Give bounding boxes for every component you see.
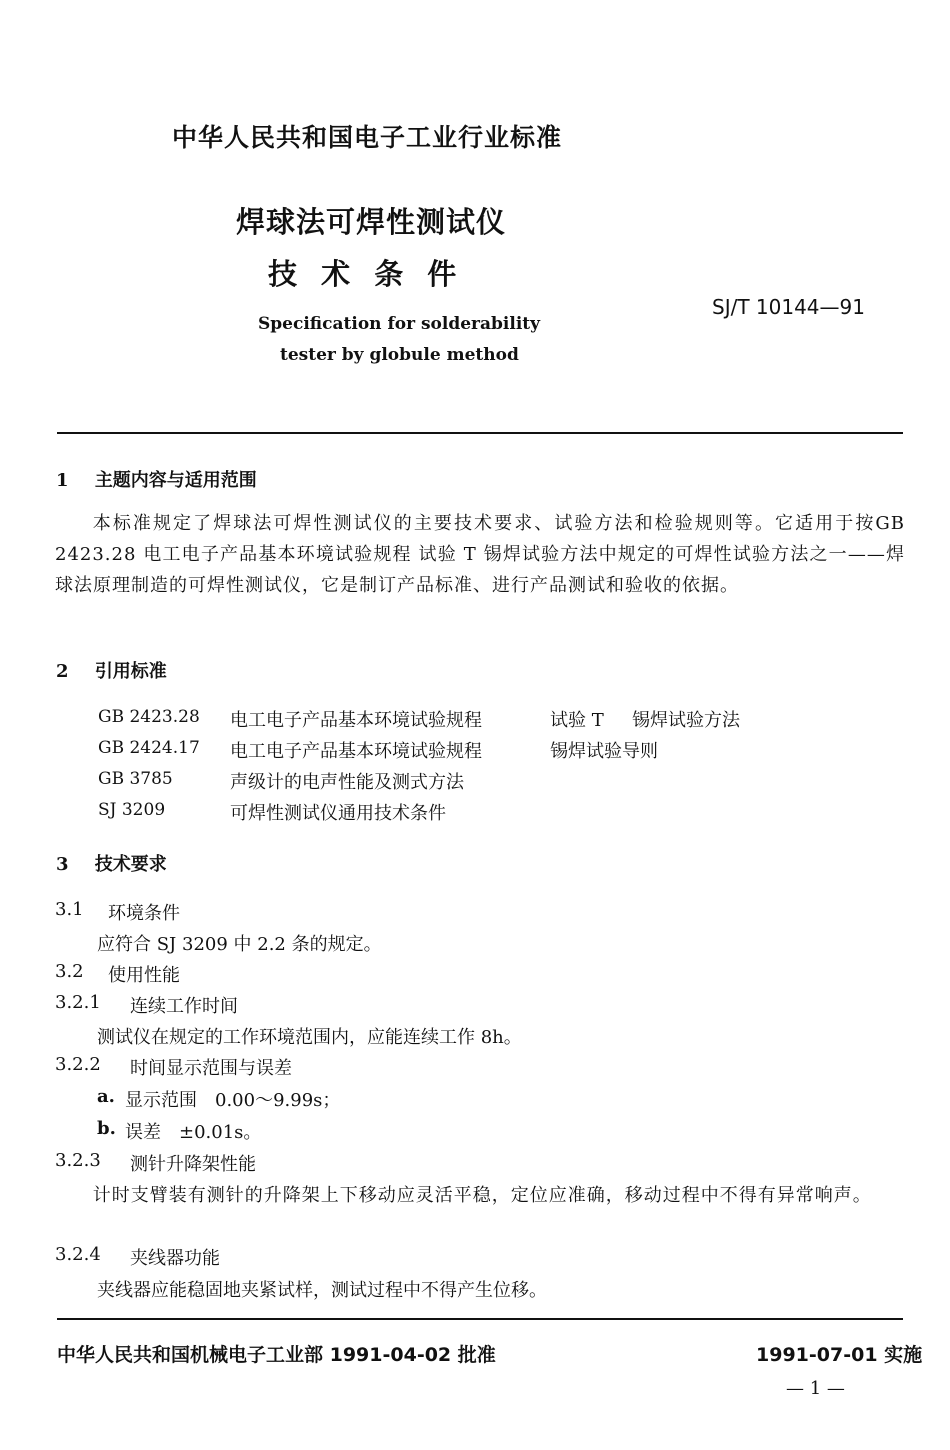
document-title-line1: 焊球法可焊性测试仪: [236, 205, 507, 239]
clause-3-2-2-title: 时间显示范围与误差: [130, 1058, 292, 1079]
clause-3-1-text: 应符合 SJ 3209 中 2.2 条的规定。: [97, 934, 382, 955]
issuing-org: 中华人民共和国电子工业行业标准: [172, 123, 563, 152]
clause-3-2-3-title: 测针升降架性能: [130, 1154, 256, 1175]
reference-code: GB 2423.28: [98, 707, 200, 727]
footer-divider: [57, 1318, 903, 1320]
section-1-number: 1: [56, 470, 69, 491]
approval-line: 中华人民共和国机械电子工业部 1991-04-02 批准: [57, 1344, 496, 1366]
reference-subtitle: 试验 T: [550, 710, 604, 731]
reference-code: GB 3785: [98, 769, 173, 789]
section-1-paragraph: 本标准规定了焊球法可焊性测试仪的主要技术要求、试验方法和检验规则等。它适用于按GB 2423.28 电工电子产品基本环境试验规程 试验 T 锡焊试验方法中规定的可焊性试验方法之一——焊球法原理制造的可焊性测试仪，它是制订产品标准、进行产品测试和验收的依据。: [55, 513, 905, 596]
clause-3-2-1-text: 测试仪在规定的工作环境范围内，应能连续工作 8h。: [97, 1027, 522, 1048]
reference-title: 电工电子产品基本环境试验规程: [230, 741, 482, 762]
reference-title: 可焊性测试仪通用技术条件: [230, 803, 446, 824]
clause-3-2-1-number: 3.2.1: [55, 992, 101, 1013]
section-2-number: 2: [56, 661, 69, 682]
english-title-line1: Specification for solderability: [258, 314, 541, 334]
clause-3-2-2-item-a-label: a.: [97, 1086, 115, 1107]
section-3-heading: [56, 850, 167, 876]
clause-3-2-number: 3.2: [55, 961, 84, 982]
reference-code: GB 2424.17: [98, 738, 200, 758]
reference-title: 声级计的电声性能及测式方法: [230, 772, 464, 793]
header-divider: [57, 432, 903, 434]
clause-3-2-2-item-b-text: 误差 ±0.01s。: [125, 1122, 262, 1143]
page-number: — 1 —: [786, 1378, 845, 1399]
clause-3-2-4-text: 夹线器应能稳固地夹紧试样，测试过程中不得产生位移。: [97, 1280, 547, 1301]
section-3-title: 技术要求: [94, 854, 167, 875]
section-3-number: 3: [56, 854, 69, 875]
clause-3-2-4-number: 3.2.4: [55, 1244, 101, 1265]
clause-3-2-3-text: 计时支臂装有测针的升降架上下移动应灵活平稳，定位应准确，移动过程中不得有异常响声。: [92, 1185, 872, 1206]
clause-3-2-2-item-a-text: 显示范围 0.00～9.99s；: [125, 1090, 341, 1111]
clause-3-2-3-number: 3.2.3: [55, 1150, 101, 1171]
section-1-title: 主题内容与适用范围: [94, 470, 257, 491]
reference-code: SJ 3209: [98, 800, 166, 820]
section-2-heading: [56, 657, 167, 683]
effective-date: 1991-07-01 实施: [756, 1344, 923, 1366]
clause-3-2-1-title: 连续工作时间: [130, 996, 238, 1017]
reference-subtitle: 锡焊试验导则: [550, 741, 658, 762]
document-title-line2: 技 术 条 件: [268, 257, 457, 291]
clause-3-2-2-number: 3.2.2: [55, 1054, 101, 1075]
standard-code: SJ/T 10144—91: [712, 295, 865, 319]
section-1-heading: [56, 466, 257, 492]
clause-3-2-title: 使用性能: [108, 965, 180, 986]
reference-title: 电工电子产品基本环境试验规程: [230, 710, 482, 731]
reference-subtitle-2: 锡焊试验方法: [632, 710, 740, 731]
clause-3-1-title: 环境条件: [108, 903, 180, 924]
clause-3-2-4-title: 夹线器功能: [130, 1248, 220, 1269]
clause-3-1-number: 3.1: [55, 899, 84, 920]
clause-3-2-2-item-b-label: b.: [97, 1118, 116, 1139]
english-title-line2: tester by globule method: [280, 345, 519, 365]
section-2-title: 引用标准: [94, 661, 167, 682]
